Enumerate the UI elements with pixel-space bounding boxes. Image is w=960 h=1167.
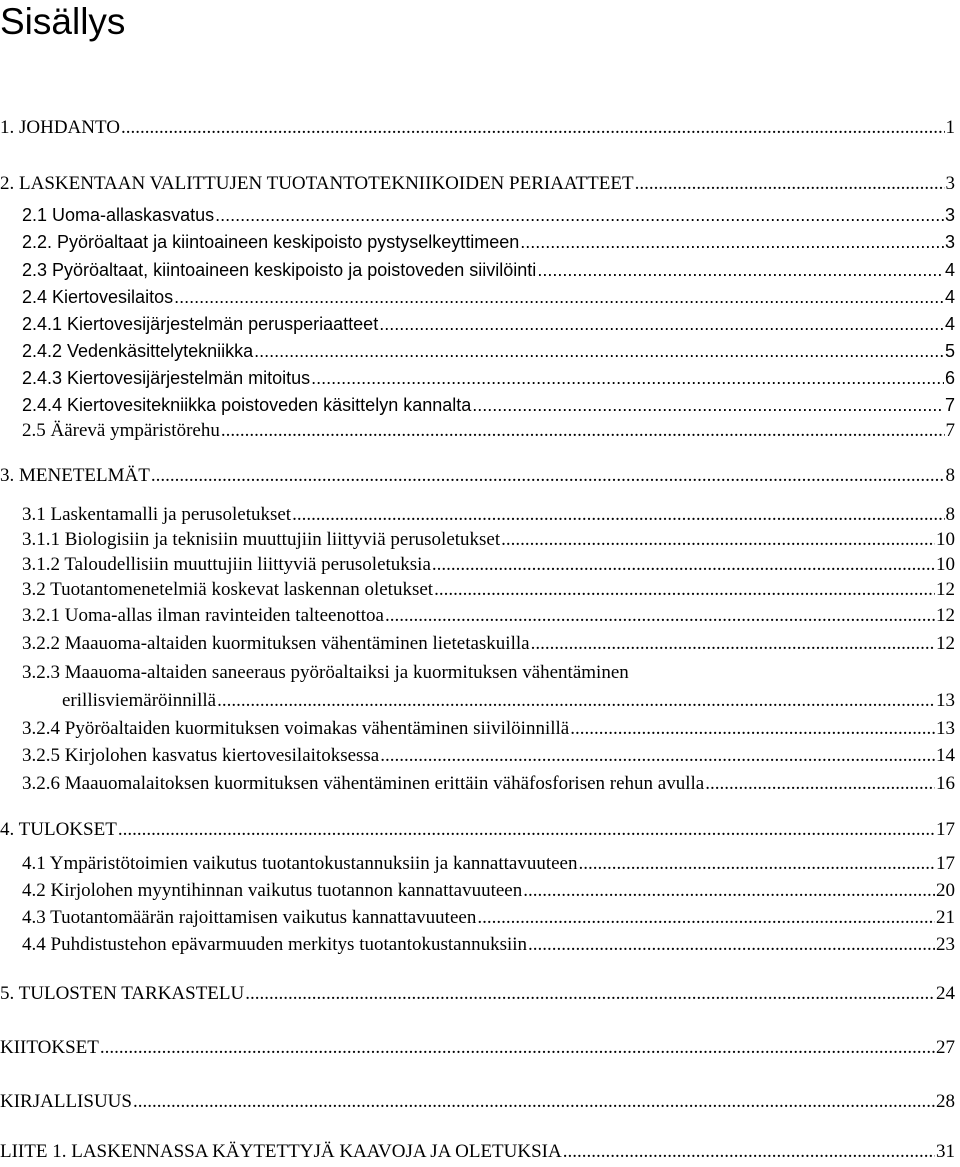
toc-entry-page: 10 [936,529,955,550]
toc-entry[interactable] [22,529,955,551]
toc-leader [528,934,935,956]
toc-leader [174,286,944,308]
toc-entry-text: 2.4.1 Kiertovesijärjestelmän perusperiaatteet [22,314,379,334]
toc-entry-text: 4. TULOKSET [0,819,117,840]
toc-entry-text: LIITE 1. LASKENNASSA KÄYTETTYJÄ KAAVOJA JA OLETUKSIA [0,1141,562,1162]
toc-leader [254,340,944,362]
toc-entry[interactable] [0,173,955,195]
toc-entry[interactable] [22,718,955,740]
toc-entry-page: 3 [944,232,955,252]
toc-entry[interactable] [22,579,955,601]
toc-entry[interactable] [22,853,955,875]
toc-entry-text: 5. TULOSTEN TARKASTELU [0,983,245,1004]
toc-leader [380,745,935,767]
toc-entry[interactable] [22,605,955,627]
toc-entry[interactable] [22,420,955,442]
toc-entry-page: 24 [936,983,955,1004]
toc-entry-page: 4 [944,260,955,280]
toc-entry-text: 3.2.4 Pyöröaltaiden kuormituksen voimakas vähentäminen siivilöinnillä [22,718,570,739]
toc-entry-page: 27 [936,1037,955,1058]
toc-leader [118,819,935,841]
toc-entry-text: 4.1 Ympäristötoimien vaikutus tuotantokustannuksiin ja kannattavuuteen [22,853,578,874]
toc-leader [523,880,935,902]
toc-entry-page: 6 [944,368,955,388]
toc-leader [578,853,935,875]
toc-entry[interactable] [22,394,955,416]
toc-entry[interactable] [22,880,955,902]
toc-entry-page: 31 [936,1141,955,1162]
toc-entry-page: 3 [944,205,955,225]
toc-entry-page: 14 [936,745,955,766]
toc-leader [531,633,935,655]
toc-entry-continuation[interactable] [62,690,955,712]
toc-entry-page: 16 [936,773,955,794]
toc-entry-text: 2.5 Äärevä ympäristörehu [22,420,220,441]
toc-leader [121,117,945,139]
toc-leader [245,983,935,1005]
toc-entry-page: 7 [945,420,955,441]
toc-entry-page: 12 [936,633,955,654]
toc-entry[interactable] [22,633,955,655]
toc-leader [570,718,935,740]
toc-entry-text: 4.3 Tuotantomäärän rajoittamisen vaikutus kannattavuuteen [22,907,477,928]
toc-entry-text: 3.1 Laskentamalli ja perusoletukset [22,504,292,525]
toc-entry-page: 7 [944,395,955,415]
toc-entry-page: 4 [944,287,955,307]
toc-entry-page: 8 [945,504,955,525]
toc-leader [434,579,935,601]
toc-leader [520,231,944,253]
toc-entry-text: erillisviemäröinnillä [62,690,217,711]
toc-entry-page: 1 [945,117,955,138]
toc-entry-text: 4.2 Kirjolohen myyntihinnan vaikutus tuotannon kannattavuuteen [22,880,523,901]
toc-entry-text: 3.2.3 Maauoma-altaiden saneeraus pyöröaltaiksi ja kuormituksen vähentäminen [22,662,629,683]
toc-entry-text: 3. MENETELMÄT [0,465,150,486]
toc-entry[interactable] [0,819,955,841]
toc-entry[interactable] [22,504,955,526]
toc-entry[interactable] [0,983,955,1005]
toc-entry-page: 28 [936,1091,955,1112]
toc-entry-page: 10 [936,554,955,575]
toc-entry-text: 3.2.1 Uoma-allas ilman ravinteiden talteenottoa [22,605,384,626]
toc-entry-text: 3.2.5 Kirjolohen kasvatus kiertovesilaitoksessa [22,745,380,766]
toc-entry[interactable] [22,554,955,576]
toc-entry-page: 23 [936,934,955,955]
toc-entry-text: 3.2.2 Maauoma-altaiden kuormituksen vähentäminen lietetaskuilla [22,633,530,654]
toc-entry-text: 2.1 Uoma-allaskasvatus [22,205,215,225]
toc-leader [100,1037,935,1059]
toc-entry-text: 3.1.1 Biologisiin ja teknisiin muuttujiin liittyviä perusoletukset [22,529,501,550]
toc-entry-text: 2.4 Kiertovesilaitos [22,287,174,307]
toc-entry-page: 20 [936,880,955,901]
toc-entry-text: 2.2. Pyöröaltaat ja kiintoaineen keskipoisto pystyselkeyttimeen [22,232,520,252]
toc-leader [311,367,944,389]
toc-entry-text: 4.4 Puhdistustehon epävarmuuden merkitys tuotantokustannuksiin [22,934,528,955]
toc-leader [215,204,944,226]
toc-entry[interactable] [0,1141,955,1163]
toc-leader [472,394,944,416]
toc-entry[interactable] [22,367,955,389]
toc-entry[interactable] [22,907,955,929]
toc-entry-page: 5 [944,341,955,361]
toc-leader [477,907,935,929]
toc-leader [501,529,935,551]
toc-entry[interactable] [22,231,955,253]
toc-leader [292,504,944,526]
toc-entry-text: 3.1.2 Taloudellisiin muuttujiin liittyviä perusoletuksia [22,554,431,575]
toc-leader [635,173,945,195]
toc-leader [133,1091,935,1113]
toc-entry[interactable] [0,465,955,487]
toc-entry[interactable] [22,745,955,767]
toc-entry[interactable] [22,286,955,308]
toc-entry-text: 2.3 Pyöröaltaat, kiintoaineen keskipoisto ja poistoveden siivilöinti [22,260,537,280]
toc-leader [537,259,944,281]
toc-entry-text: 2.4.4 Kiertovesitekniikka poistoveden käsittelyn kannalta [22,395,472,415]
toc-leader [705,773,935,795]
toc-entry[interactable] [0,1037,955,1059]
page-title: Sisällys [0,1,126,42]
toc-entry[interactable] [22,934,955,956]
toc-entry-text: 2.4.3 Kiertovesijärjestelmän mitoitus [22,368,311,388]
toc-entry-text: 2.4.2 Vedenkäsittelytekniikka [22,341,254,361]
toc-entry-page: 4 [944,314,955,334]
toc-leader [432,554,935,576]
toc-entry-page: 21 [936,907,955,928]
toc-entry[interactable] [0,1091,955,1113]
toc-entry[interactable] [22,340,955,362]
toc-leader [379,313,944,335]
toc-leader [563,1141,935,1163]
toc-entry-page: 17 [936,819,955,840]
toc-entry-text: 1. JOHDANTO [0,117,120,138]
toc-entry[interactable] [22,773,955,795]
toc-entry-text: 3.2.6 Maauomalaitoksen kuormituksen vähentäminen erittäin vähäfosforisen rehun avulla [22,773,705,794]
toc-entry-page: 12 [936,579,955,600]
toc-entry[interactable] [22,313,955,335]
toc-entry-text: KIRJALLISUUS [0,1091,132,1112]
toc-entry-first-line[interactable] [22,662,955,684]
toc-entry-page: 8 [945,465,955,486]
toc-entry[interactable] [22,204,955,226]
toc-leader [221,420,945,442]
toc-leader [217,690,935,712]
toc-entry-text: 2. LASKENTAAN VALITTUJEN TUOTANTOTEKNIIKOIDEN PERIAATTEET [0,173,634,194]
toc-leader [151,465,945,487]
toc-entry-page: 12 [936,605,955,626]
toc-entry-text: 3.2 Tuotantomenetelmiä koskevat laskennan oletukset [22,579,434,600]
toc-entry[interactable] [22,259,955,281]
toc-entry[interactable] [0,117,955,139]
toc-entry-page: 3 [945,173,955,194]
toc-leader [385,605,935,627]
toc-entry-page: 13 [936,718,955,739]
toc-entry-page: 13 [936,690,955,711]
toc-entry-text: KIITOKSET [0,1037,99,1058]
toc-entry-page: 17 [936,853,955,874]
